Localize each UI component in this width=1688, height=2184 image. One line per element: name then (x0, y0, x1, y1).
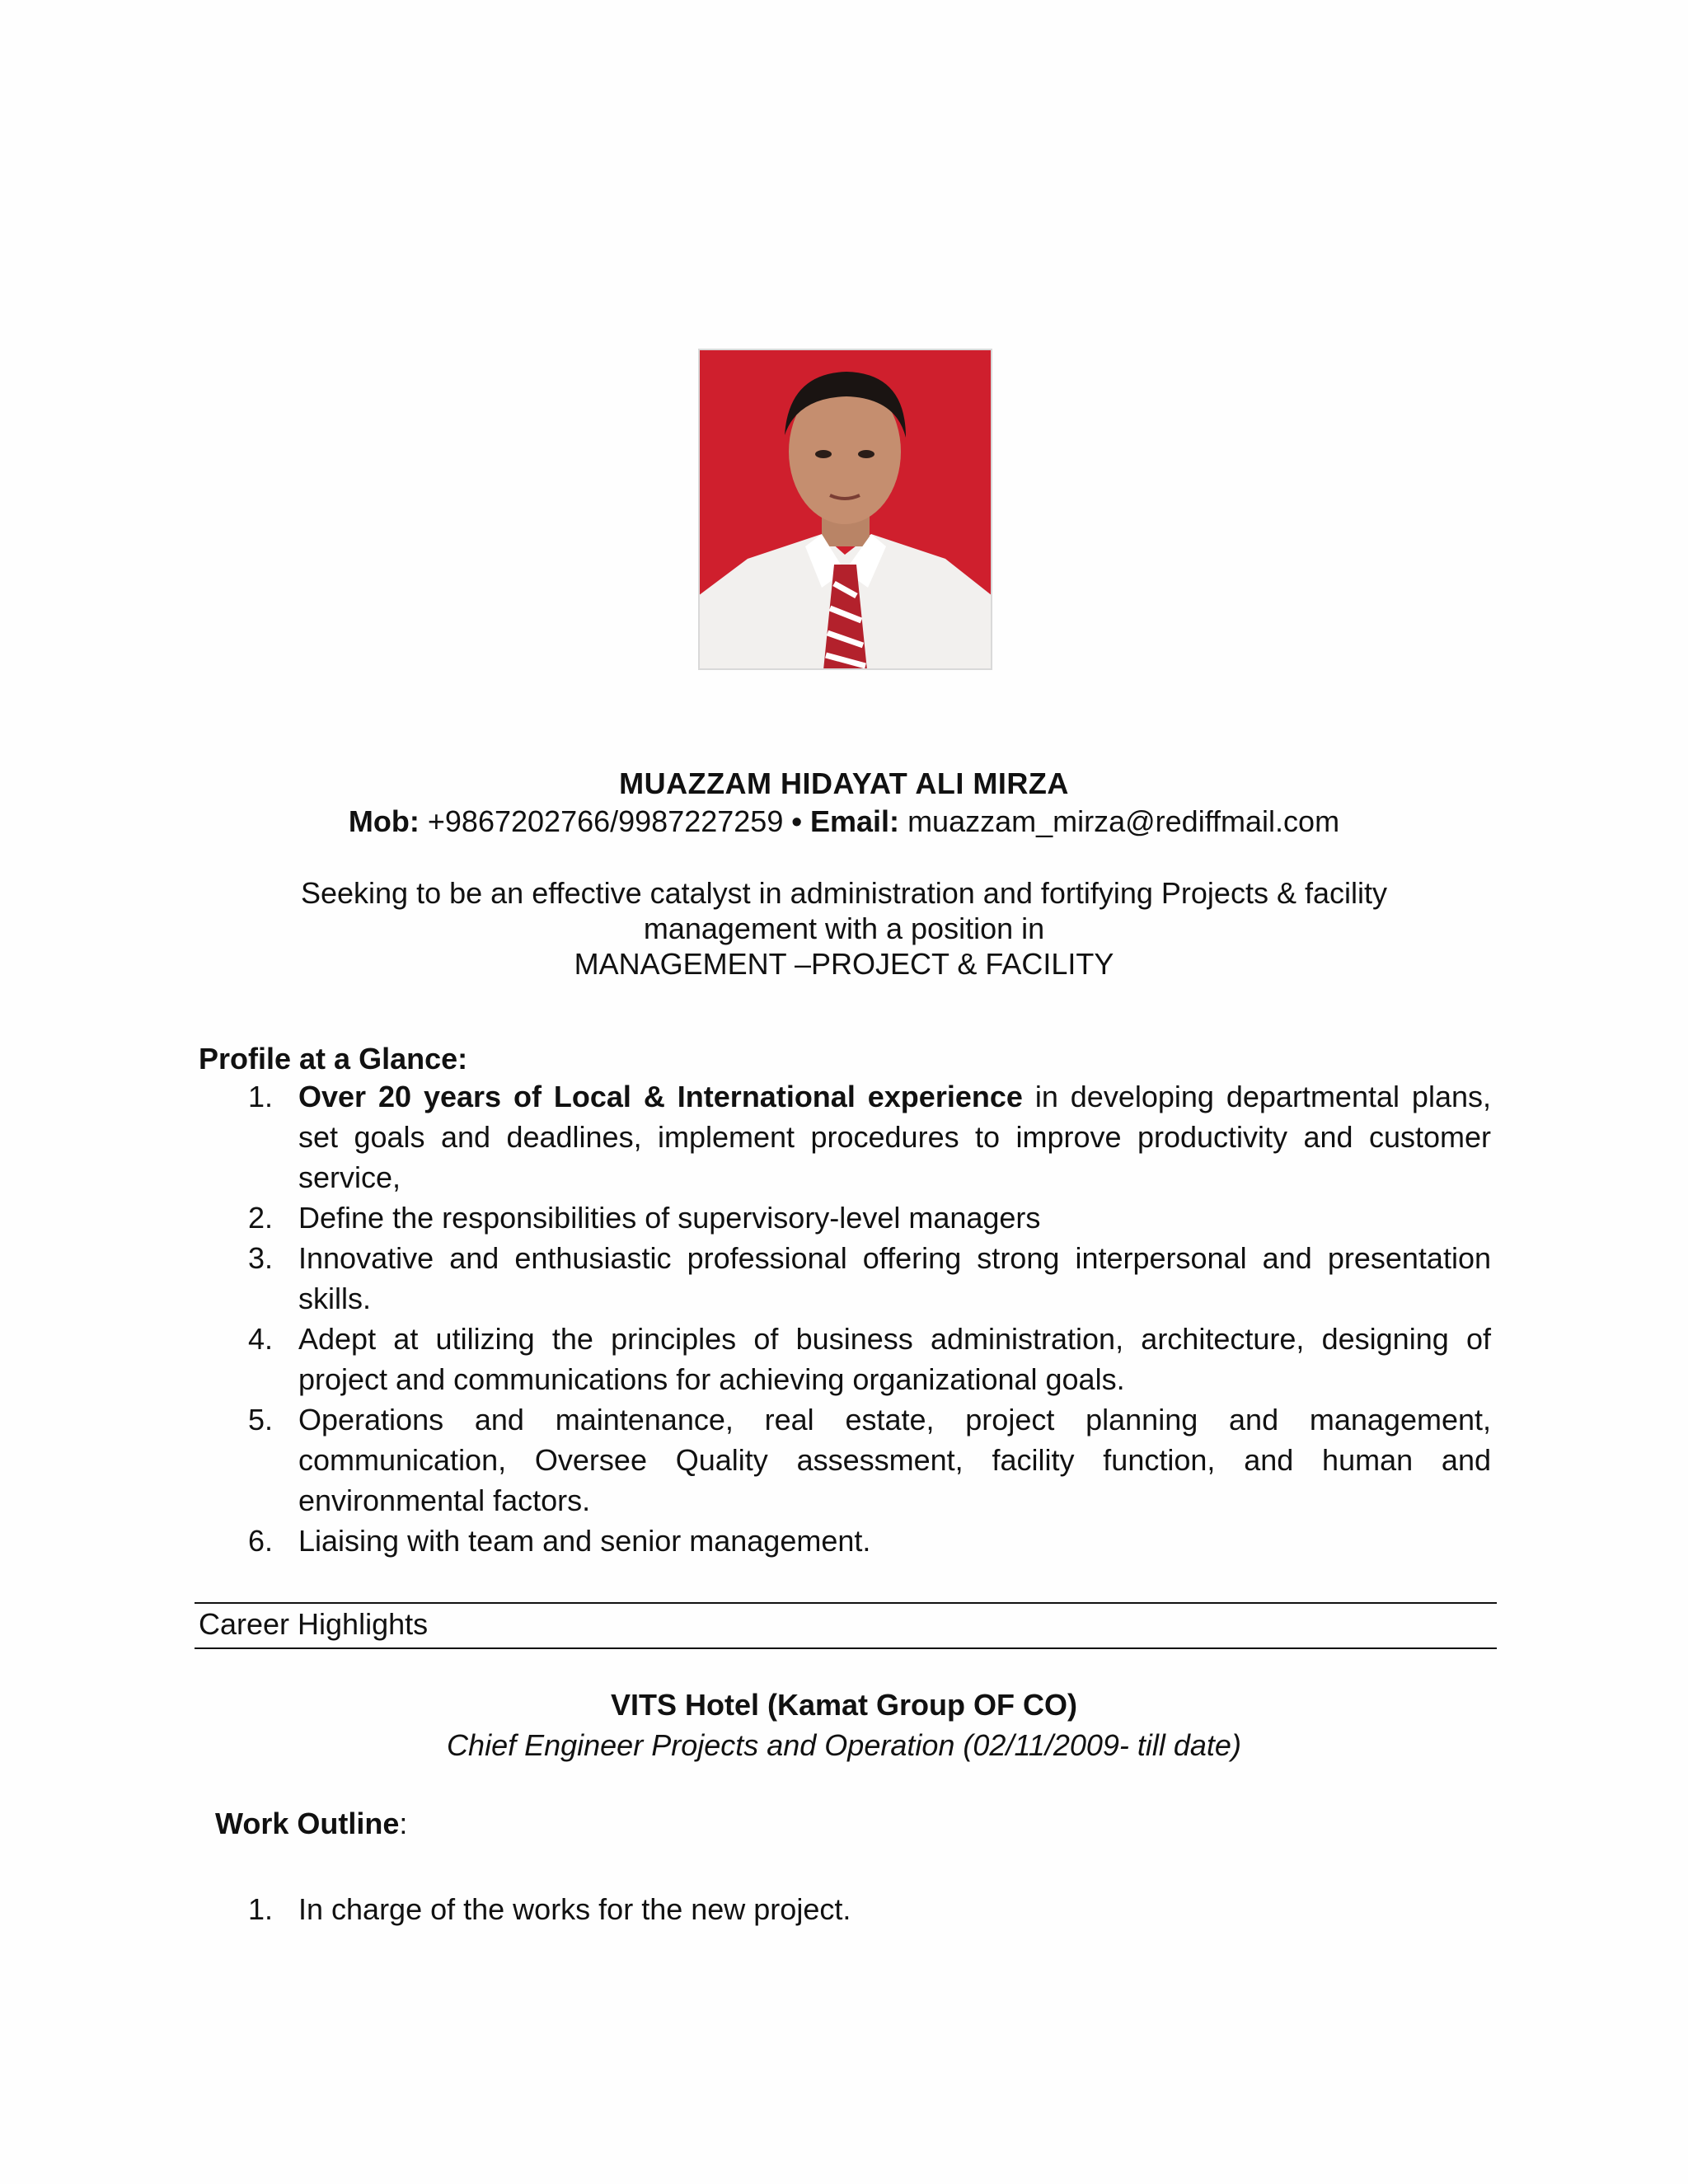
company-name: VITS Hotel (Kamat Group OF CO) (610, 1688, 1077, 1722)
list-number: 1. (248, 1892, 274, 1926)
objective-line-1: Seeking to be an effective catalyst in administration and fortifying Projects & facility (300, 876, 1387, 910)
contact-line (0, 804, 1688, 839)
profile-list (0, 1076, 1688, 1561)
email-label: Email: (810, 804, 900, 838)
work-outline-title (215, 1807, 407, 1841)
separator-bullet: • (791, 804, 802, 838)
list-number: 3. (248, 1241, 274, 1275)
mob-value: +9867202766/9987227259 (427, 804, 784, 838)
list-number: 5. (248, 1403, 274, 1436)
profile-item-text: Innovative and enthusiastic professional offering strong interpersonal and presentation skills. (298, 1241, 1491, 1315)
career-highlights-title: Career Highlights (199, 1607, 429, 1641)
list-number: 2. (248, 1201, 274, 1235)
email-value: muazzam_mirza@rediffmail.com (907, 804, 1340, 838)
objective-statement (0, 875, 1688, 982)
profile-item-text: in developing departmental plans, set goals and deadlines, implement procedures to improve productivity and customer service, (298, 1080, 1491, 1194)
profile-item-bold: Over 20 years of Local & International experience (298, 1080, 1023, 1113)
profile-item (0, 1238, 1688, 1319)
profile-item (0, 1197, 1688, 1238)
work-item-text: In charge of the works for the new project. (298, 1892, 851, 1926)
work-outline-list (0, 1889, 1688, 1929)
profile-item-text: Define the responsibilities of supervisory-level managers (298, 1201, 1041, 1235)
job-role: Chief Engineer Projects and Operation (02/11/2009- till date) (447, 1728, 1241, 1762)
objective-line-2: management with a position in (643, 912, 1045, 945)
profile-item (0, 1076, 1688, 1197)
applicant-name: MUAZZAM HIDAYAT ALI MIRZA (619, 766, 1069, 800)
list-number: 1. (248, 1080, 274, 1113)
divider-top (195, 1602, 1497, 1604)
profile-title: Profile at a Glance: (199, 1042, 468, 1076)
list-number: 4. (248, 1322, 274, 1356)
profile-item-text: Adept at utilizing the principles of business administration, architecture, designing of project and communications for achieving organizational goals. (298, 1322, 1491, 1396)
profile-item (0, 1399, 1688, 1521)
profile-item-text: Operations and maintenance, real estate, project planning and management, communication, Oversee Quality assessment, facility function, and human and environmental factors. (298, 1403, 1491, 1517)
list-number: 6. (248, 1524, 274, 1558)
profile-item-text: Liaising with team and senior management. (298, 1524, 871, 1558)
mob-label: Mob: (348, 804, 420, 838)
profile-item (0, 1319, 1688, 1399)
divider-bottom (195, 1647, 1497, 1649)
work-outline-colon: : (399, 1807, 408, 1840)
portrait-photo (698, 349, 992, 670)
profile-item (0, 1521, 1688, 1561)
work-outline-label: Work Outline (215, 1807, 400, 1840)
objective-line-3: MANAGEMENT –PROJECT & FACILITY (574, 947, 1114, 981)
work-item (0, 1889, 1688, 1929)
